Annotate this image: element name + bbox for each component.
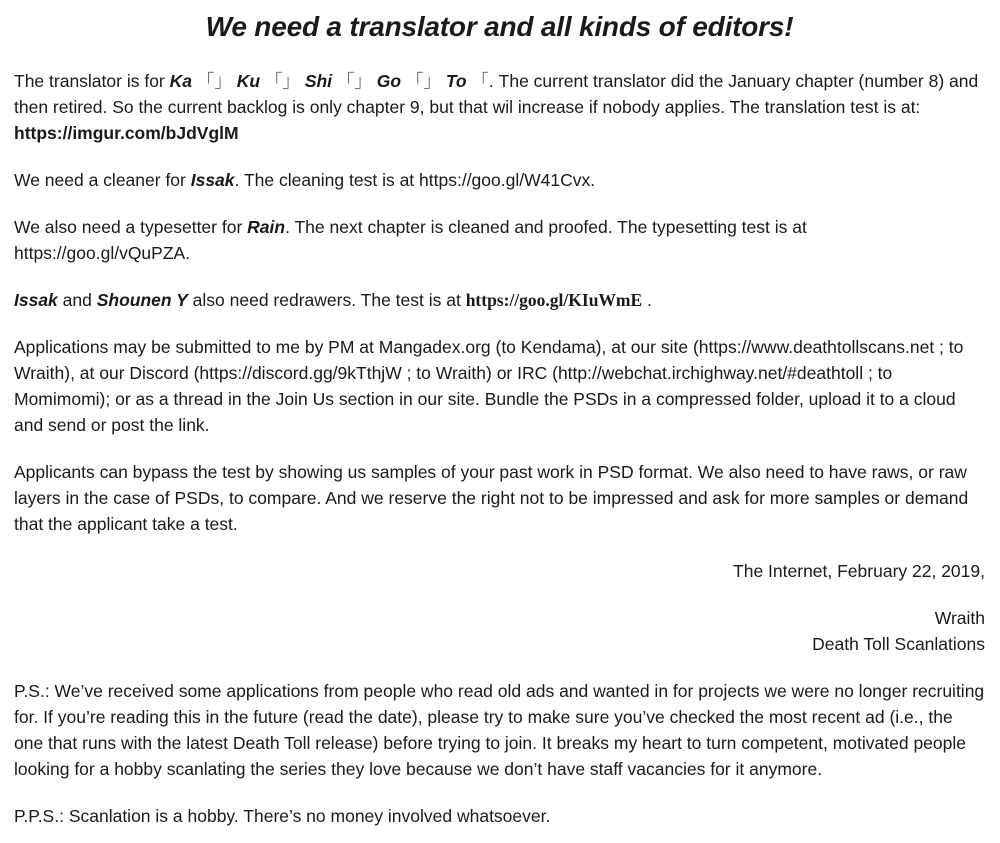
text-segment: Applications may be submitted to me by PM at Mangadex.org (to Kendama), at our site (https://www.deathtollscans.net ; to Wraith), at our Discord (https://discord.gg/9kTthjW ; to Wraith) or IRC (http://webchat.irchighway.net/#deathtoll ; to Momimomi); or as a thread in the Join Us section in our site. Bundle the PSDs in a compressed folder, upload it to a cloud and send or post the link. xyxy=(14,337,969,435)
text-segment: Applicants can bypass the test by showing us samples of your past work in PSD format. We also need to have raws, or raw layers in the case of PSDs, to compare. And we reserve the right not to be impressed and ask for more samples or demand that the applicant take a test. xyxy=(14,462,974,534)
text-segment: Go xyxy=(376,71,406,91)
text-segment: 「」 xyxy=(405,71,446,91)
text-segment: We also need a typesetter for xyxy=(14,217,248,237)
text-segment: . xyxy=(642,290,652,310)
text-segment: Issak xyxy=(14,290,58,310)
text-segment: Shi xyxy=(304,71,337,91)
text-segment: . The cleaning test is at https://goo.gl/W41Cvx. xyxy=(234,170,596,190)
page-title: We need a translator and all kinds of editors! xyxy=(205,11,794,42)
text-segment: . The current translator did the January chapter (number 8) and then retired. So the current backlog is only chapter 9, but that wil increase if nobody applies. The translation test is at: xyxy=(14,71,984,117)
paragraph-cleaner-ad xyxy=(14,167,985,193)
text-segment: 「 xyxy=(471,71,489,91)
text-segment: and xyxy=(57,290,97,310)
text-segment: Rain xyxy=(247,217,286,237)
text-segment: The Internet, February 22, 2019, xyxy=(733,561,985,581)
url-text: https://goo.gl/KIuWmE xyxy=(465,290,643,310)
paragraph-redrawers-ad xyxy=(14,287,985,313)
text-segment: P.P.S.: Scanlation is a hobby. There’s no money involved whatsoever. xyxy=(14,806,551,826)
paragraph-translator-ad xyxy=(14,68,985,146)
text-segment: Shounen Y xyxy=(96,290,188,310)
text-segment: 「」 xyxy=(264,71,305,91)
url-text: https://imgur.com/bJdVglM xyxy=(14,123,239,143)
text-segment: Death Toll Scanlations xyxy=(812,634,985,654)
paragraph-applications xyxy=(14,334,985,438)
text-segment: 「」 xyxy=(196,71,237,91)
text-segment: . The next chapter is cleaned and proofed. The typesetting test is at https://goo.gl/vQuPZA. xyxy=(14,217,812,263)
paragraph-signature xyxy=(14,605,985,657)
text-segment: Issak xyxy=(190,170,235,190)
paragraph-bypass xyxy=(14,459,985,537)
text-segment: To xyxy=(445,71,472,91)
paragraph-typesetter-ad xyxy=(14,214,985,266)
paragraph-ps xyxy=(14,678,990,782)
text-segment: Ku xyxy=(236,71,265,91)
text-segment: The translator is for xyxy=(14,71,170,91)
paragraph-dateline xyxy=(14,558,985,584)
paragraph-pps xyxy=(14,803,985,829)
text-segment: Wraith xyxy=(934,608,985,628)
text-segment: P.S.: We’ve received some applications from people who read old ads and wanted in for projects we were no longer recruiting for. If you’re reading this in the future (read the date), please try to make sure you’ve checked the most recent ad (i.e., the one that runs with the latest Death Toll release) before trying to join. It breaks my heart to turn competent, motivated people looking for a hobby scanlating the series they love because we don’t have staff vacancies for it anymore. xyxy=(14,681,990,779)
text-segment: 「」 xyxy=(336,71,377,91)
text-segment: also need redrawers. The test is at xyxy=(187,290,466,310)
text-segment: We need a cleaner for xyxy=(14,170,191,190)
text-segment: Ka xyxy=(169,71,197,91)
